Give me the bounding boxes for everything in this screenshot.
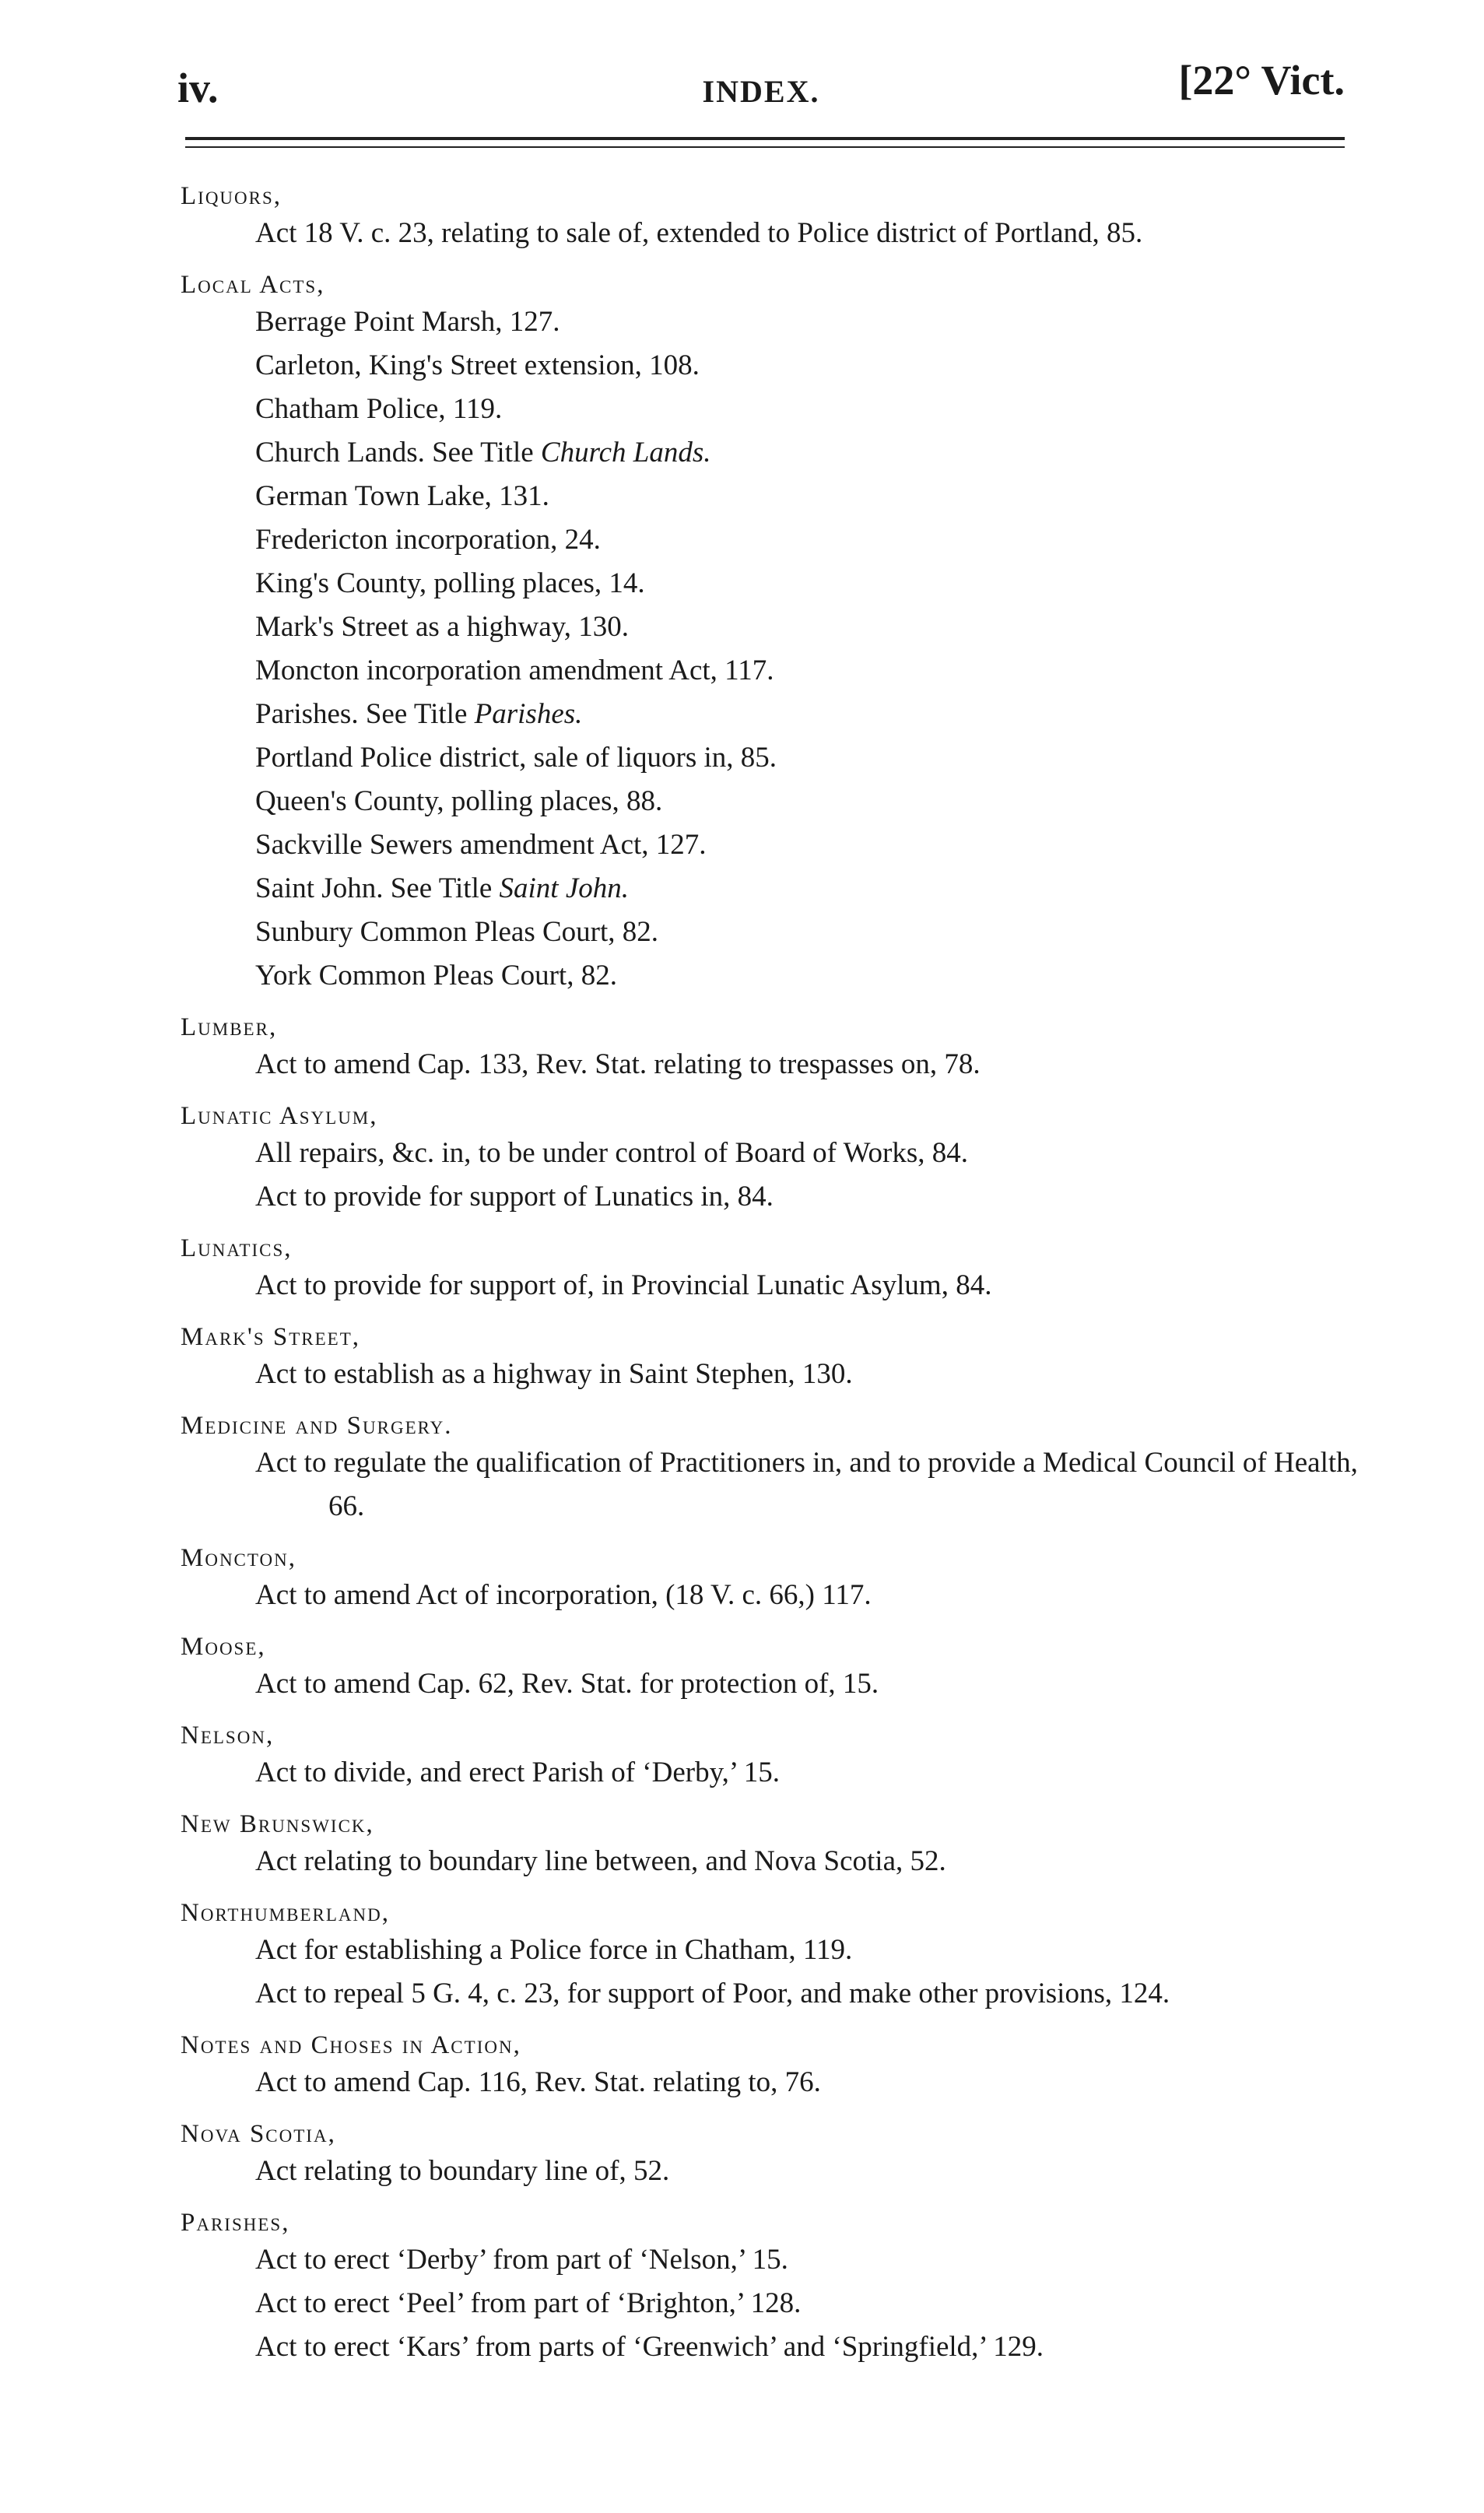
entry-subitem: Act for establishing a Police force in Chatham, 119.	[255, 1934, 853, 1966]
entry-subitem: Act relating to boundary line of, 52.	[255, 2155, 670, 2187]
index-entry	[181, 1543, 1395, 1617]
entry-heading: Moncton,	[181, 1544, 297, 1572]
entry-subitem: Act to amend Act of incorporation, (18 V. c. 66,) 117.	[255, 1579, 872, 1611]
entry-heading: Parishes,	[181, 2209, 290, 2237]
entry-subitem: Queen's County, polling places, 88.	[255, 785, 663, 817]
entry-subitem: Act to amend Cap. 133, Rev. Stat. relating to trespasses on, 78.	[255, 1048, 981, 1080]
page-title: INDEX.	[702, 74, 820, 109]
entry-subitem: Act to provide for support of, in Provincial Lunatic Asylum, 84.	[255, 1269, 992, 1301]
entry-subitem: Chatham Police, 119.	[255, 393, 503, 425]
index-entry	[181, 181, 1395, 255]
entry-subitem: Mark's Street as a highway, 130.	[255, 611, 630, 643]
index-entry	[181, 2118, 1395, 2193]
page-number: iv.	[177, 65, 219, 111]
entry-heading: Nova Scotia,	[181, 2120, 336, 2148]
header-rule-thin	[185, 146, 1345, 148]
entry-heading: Northumberland,	[181, 1899, 390, 1927]
index-entry	[181, 1012, 1395, 1086]
entry-heading: Mark's Street,	[181, 1323, 361, 1351]
entry-heading: Medicine and Surgery.	[181, 1412, 453, 1440]
index-entry	[181, 269, 1395, 998]
entry-subitem: Act to repeal 5 G. 4, c. 23, for support of Poor, and make other provisions, 124.	[255, 1978, 1170, 2009]
entry-subitem: Saint John. See Title Saint John.	[255, 872, 630, 904]
index-entry	[181, 1720, 1395, 1795]
entry-heading: Liquors,	[181, 182, 282, 210]
entry-subitem: York Common Pleas Court, 82.	[255, 960, 617, 992]
entry-heading: New Brunswick,	[181, 1810, 374, 1838]
entry-subitem: Parishes. See Title Parishes.	[255, 698, 583, 730]
entry-heading: Moose,	[181, 1633, 266, 1661]
entry-subitem: Act to establish as a highway in Saint Stephen, 130.	[255, 1358, 853, 1390]
index-entry	[181, 1897, 1395, 2016]
entry-subitem: Carleton, King's Street extension, 108.	[255, 349, 700, 381]
index-entry	[181, 1233, 1395, 1307]
entry-subitem: Act to erect ‘Peel’ from part of ‘Brighton,’ 128.	[255, 2287, 802, 2319]
entry-subitem: Portland Police district, sale of liquors in, 85.	[255, 742, 777, 774]
entry-subitem: German Town Lake, 131.	[255, 480, 549, 512]
entry-subitem: All repairs, &c. in, to be under control of Board of Works, 84.	[255, 1137, 969, 1169]
entry-heading: Local Acts,	[181, 271, 325, 299]
volume-label: [22° Vict.	[1178, 57, 1345, 104]
entry-subitem: Act to regulate the qualification of Practitioners in, and to provide a Medical Council of Health, 66.	[255, 1447, 1358, 1522]
entry-heading: Lunatics,	[181, 1234, 293, 1262]
entry-subitem: Sunbury Common Pleas Court, 82.	[255, 916, 659, 948]
entry-subitem: Fredericton incorporation, 24.	[255, 524, 601, 556]
index-entry	[181, 1321, 1395, 1396]
entry-subitem: Sackville Sewers amendment Act, 127.	[255, 829, 707, 861]
index-entry	[181, 2207, 1395, 2369]
entry-subitem: Act to provide for support of Lunatics in, 84.	[255, 1181, 774, 1213]
running-head	[177, 56, 1345, 118]
index-entry	[181, 1809, 1395, 1883]
index-entry	[181, 1100, 1395, 1219]
entry-subitem: Moncton incorporation amendment Act, 117.	[255, 655, 774, 686]
index-entry	[181, 1410, 1395, 1529]
entry-subitem: Berrage Point Marsh, 127.	[255, 306, 560, 338]
entry-subitem: Act 18 V. c. 23, relating to sale of, extended to Police district of Portland, 85.	[255, 217, 1143, 249]
entry-subitem: Act relating to boundary line between, and Nova Scotia, 52.	[255, 1845, 946, 1877]
entry-heading: Lumber,	[181, 1013, 278, 1041]
entry-subitem: Act to amend Cap. 116, Rev. Stat. relating to, 76.	[255, 2066, 821, 2098]
entry-subitem: Act to divide, and erect Parish of ‘Derby,’ 15.	[255, 1757, 781, 1788]
index-entries	[181, 181, 1395, 2383]
header-rule-thick	[185, 137, 1345, 140]
entry-subitem: King's County, polling places, 14.	[255, 567, 645, 599]
entry-subitem: Church Lands. See Title Church Lands.	[255, 437, 711, 469]
index-entry	[181, 1631, 1395, 1706]
entry-subitem: Act to amend Cap. 62, Rev. Stat. for protection of, 15.	[255, 1668, 879, 1700]
entry-subitem: Act to erect ‘Derby’ from part of ‘Nelson,’ 15.	[255, 2244, 788, 2276]
index-entry	[181, 2030, 1395, 2104]
entry-heading: Nelson,	[181, 1722, 275, 1750]
entry-subitem: Act to erect ‘Kars’ from parts of ‘Greenwich’ and ‘Springfield,’ 129.	[255, 2331, 1044, 2363]
entry-heading: Notes and Choses in Action,	[181, 2031, 521, 2059]
entry-heading: Lunatic Asylum,	[181, 1102, 378, 1130]
